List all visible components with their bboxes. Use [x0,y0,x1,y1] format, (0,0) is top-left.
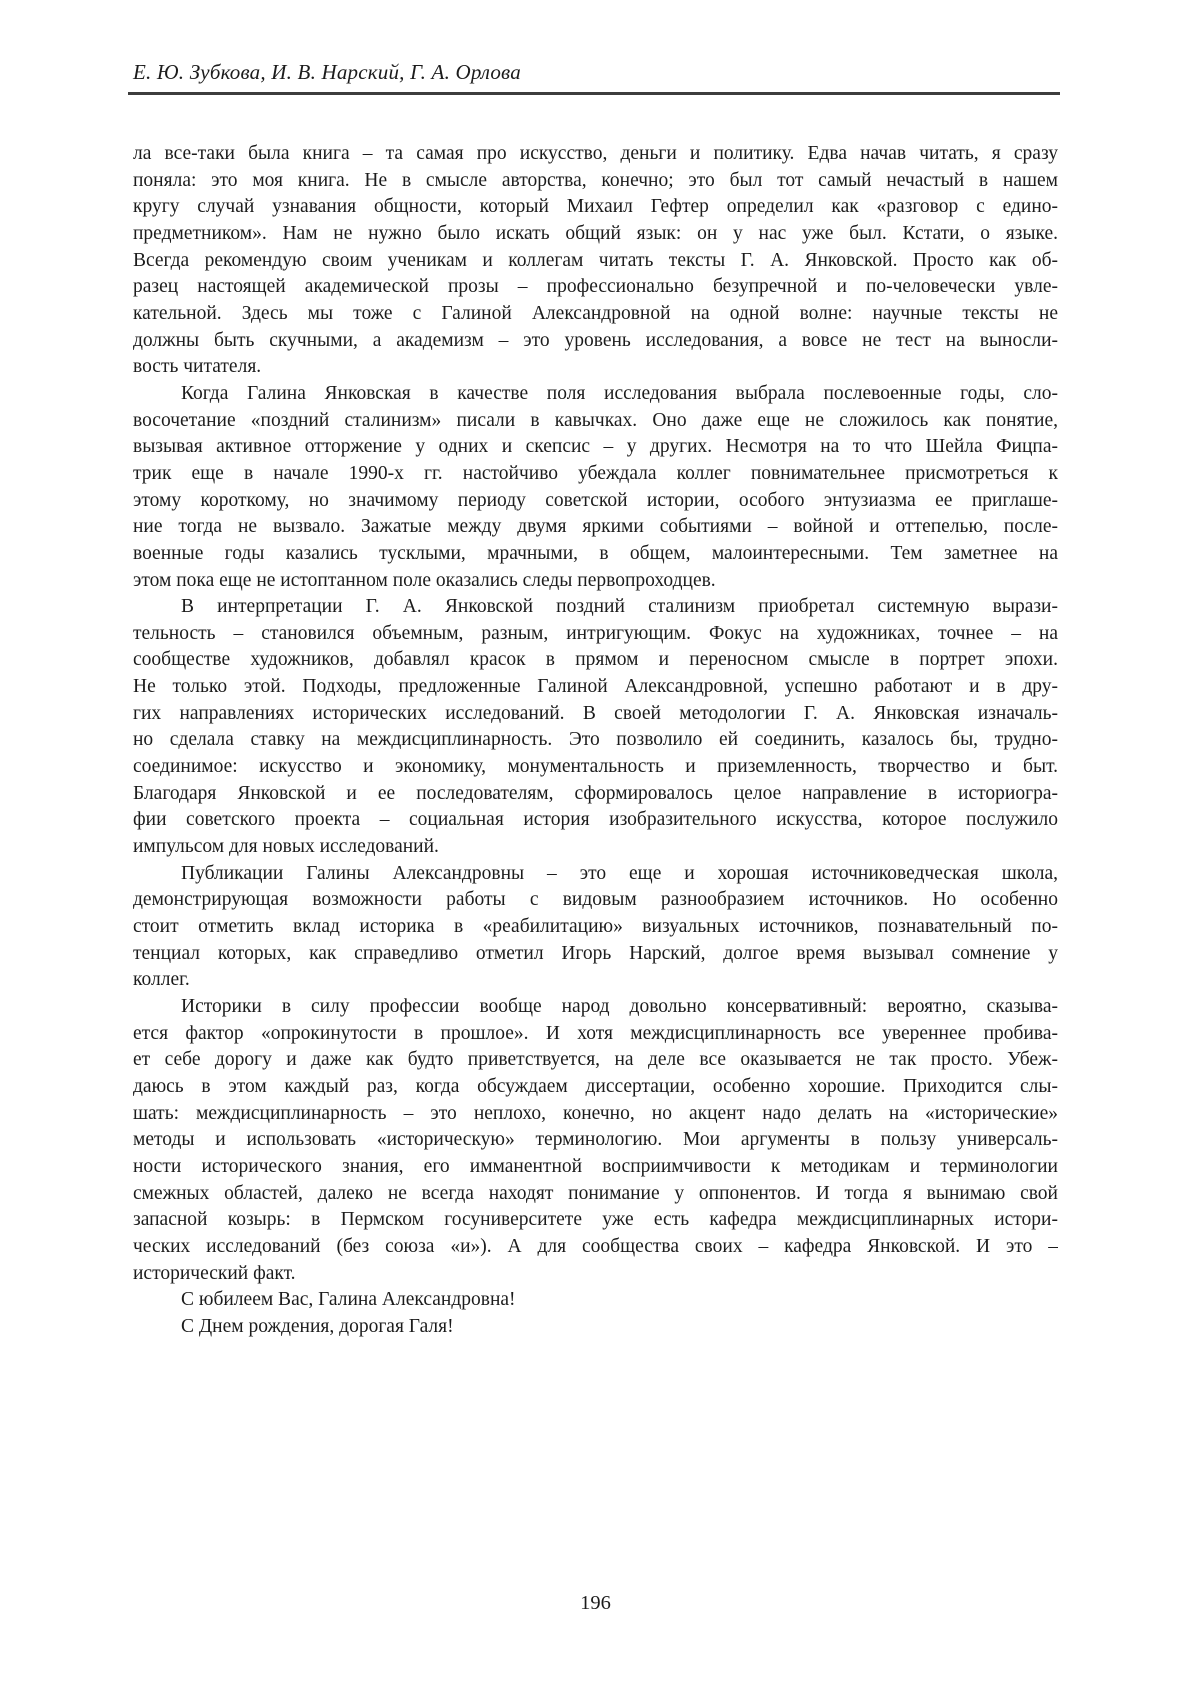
paragraph [133,141,1058,381]
text-line: Не только этой. Подходы, предложенные Галиной Александровной, успешно работают и в дру- [133,676,1058,698]
body-text [133,141,1058,1341]
text-line: тенциал которых, как справедливо отметил Игорь Нарский, долгое время вызывал сомнение у [133,942,1058,964]
text-line: этому короткому, но значимому периоду советской истории, особого энтузиазма ее приглаше- [133,489,1058,511]
running-head-authors: Е. Ю. Зубкова, И. В. Нарский, Г. А. Орлова [133,60,521,84]
text-line: предметником». Нам не нужно было искать общий язык: он у нас уже был. Кстати, о языке. [133,222,1058,244]
text-line: кругу случай узнавания общности, который Михаил Гефтер определил как «разговор с едино- [133,196,1058,218]
text-line: тельность – становился объемным, разным, интригующим. Фокус на художниках, точнее – на [133,622,1058,644]
paragraph [133,994,1058,1287]
text-line: вызывая активное отторжение у одних и скепсис – у других. Несмотря на то что Шейла Фицпа- [133,436,1058,458]
text-line: смежных областей, далеко не всегда находят понимание у оппонентов. И тогда я вынимаю свой [133,1182,1058,1204]
text-line: ности исторического знания, его имманентной восприимчивости к методикам и терминологии [133,1155,1058,1177]
text-line: сообществе художников, добавлял красок в прямом и переносном смысле в портрет эпохи. [133,649,1058,671]
text-line: гих направлениях исторических исследований. В своей методологии Г. А. Янковская изначаль- [133,702,1058,724]
text-line: Всегда рекомендую своим ученикам и коллегам читать тексты Г. А. Янковской. Просто как об- [133,249,1058,271]
page-number: 196 [580,1592,611,1614]
text-line: фии советского проекта – социальная история изобразительного искусства, которое послужило [133,809,1058,831]
text-line: запасной козырь: в Пермском госуниверситете уже есть кафедра междисциплинарных истори- [133,1209,1058,1231]
text-line: коллег. [133,969,190,991]
text-line: но сделала ставку на междисциплинарность. Это позволило ей соединить, казалось бы, трудно- [133,729,1058,751]
paragraph [133,861,1058,994]
text-line: ет себе дорогу и даже как будто приветствуется, на деле все оказывается не так просто. Убеж- [133,1049,1058,1071]
text-line: демонстрирующая возможности работы с видовым разнообразием источников. Но особенно [133,889,1058,911]
text-line: ла все-таки была книга – та самая про искусство, деньги и политику. Едва начав читать, я сразу [133,143,1058,164]
text-line: стоит отметить вклад историка в «реабилитацию» визуальных источников, познавательный по- [133,916,1058,938]
paragraph [133,1314,1058,1341]
text-line: военные годы казались тусклыми, мрачными, в общем, малоинтересными. Тем заметнее на [133,542,1058,564]
text-line: трик еще в начале 1990-х гг. настойчиво убеждала коллег повнимательнее присмотреться к [133,462,1058,484]
paragraph [133,1287,1058,1314]
paragraph [133,594,1058,861]
text-line: Когда Галина Янковская в качестве поля исследования выбрала послевоенные годы, сло- [181,382,1058,404]
text-line: С Днем рождения, дорогая Галя! [181,1315,454,1337]
text-line: ние тогда не вызвало. Зажатые между двумя яркими событиями – войной и оттепелью, после- [133,516,1058,538]
text-line: этом пока еще не истоптанном поле оказались следы первопроходцев. [133,569,716,591]
text-line: вость читателя. [133,356,262,378]
text-line: импульсом для новых исследований. [133,836,439,858]
text-line: разец настоящей академической прозы – профессионально безупречной и по-человечески увле- [133,276,1058,298]
text-line: С юбилеем Вас, Галина Александровна! [181,1289,516,1311]
text-line: ется фактор «опрокинутости в прошлое». И хотя междисциплинарность все увереннее пробива- [133,1022,1058,1044]
text-line: кательной. Здесь мы тоже с Галиной Александровной на одной волне: научные тексты не [133,302,1058,324]
text-line: В интерпретации Г. А. Янковской поздний сталинизм приобретал системную вырази- [181,596,1058,618]
text-line: Благодаря Янковской и ее последователям, сформировалось целое направление в историогра- [133,782,1058,804]
text-line: соединимое: искусство и экономику, монументальность и приземленность, творчество и быт. [133,756,1058,778]
text-line: ческих исследований (без союза «и»). А для сообщества своих – кафедра Янковской. И это – [133,1235,1058,1257]
text-line: Историки в силу профессии вообще народ довольно консервативный: вероятно, сказыва- [181,996,1058,1017]
text-line: поняла: это моя книга. Не в смысле авторства, конечно; это был тот самый нечастый в нашем [133,169,1058,191]
text-line: должны быть скучными, а академизм – это уровень исследования, а вовсе не тест на выносли- [133,329,1058,351]
text-line: Публикации Галины Александровны – это еще и хорошая источниковедческая школа, [181,862,1058,884]
text-line: даюсь в этом каждый раз, когда обсуждаем диссертации, особенно хорошие. Приходится слы- [133,1075,1058,1097]
text-line: шать: междисциплинарность – это неплохо, конечно, но акцент надо делать на «исторические» [133,1102,1058,1124]
text-line: исторический факт. [133,1262,296,1284]
paragraph [133,381,1058,594]
header-rule [128,92,1060,95]
text-line: методы и использовать «историческую» терминологию. Мои аргументы в пользу универсаль- [133,1129,1058,1151]
text-line: восочетание «поздний сталинизм» писали в кавычках. Оно даже еще не сложилось как понятие, [133,409,1058,431]
